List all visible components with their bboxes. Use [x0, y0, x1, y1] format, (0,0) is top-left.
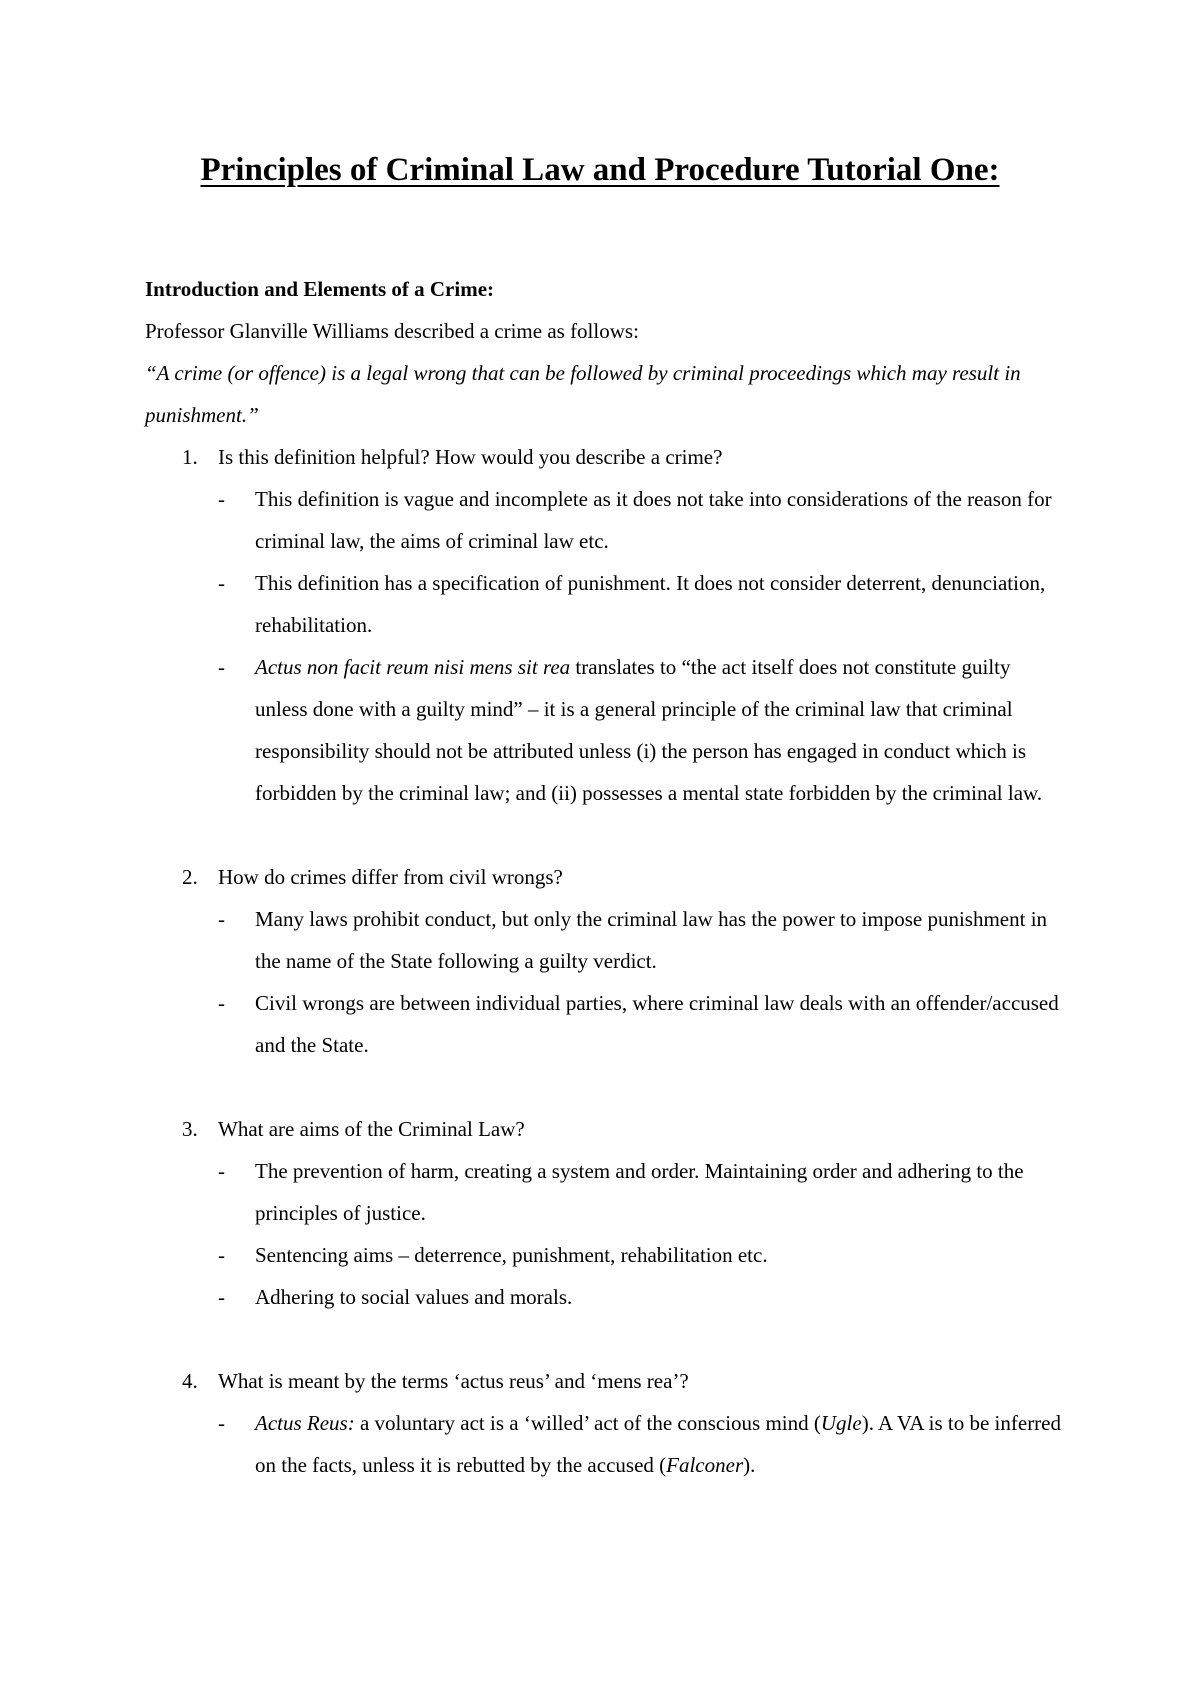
document-title: Principles of Criminal Law and Procedure Tutorial One:	[200, 152, 1000, 188]
answer-item	[145, 1276, 1065, 1318]
answer-item	[145, 562, 1065, 646]
answer-text: Civil wrongs are between individual parties, where criminal law deals with an offender/accused and the State.	[255, 991, 1059, 1057]
answer-item	[145, 1234, 1065, 1276]
question-number: 4.	[182, 1369, 198, 1393]
latin-maxim: Actus non facit reum nisi mens sit rea	[255, 655, 571, 679]
answer-text: This definition is vague and incomplete as it does not take into considerations of the reason for criminal law, the aims of criminal law etc.	[255, 487, 1052, 553]
question-text: What are aims of the Criminal Law?	[218, 1117, 525, 1141]
answer-list	[145, 478, 1065, 814]
section-heading: Introduction and Elements of a Crime:	[145, 277, 495, 301]
dash-bullet: -	[218, 907, 225, 931]
question-line	[145, 1360, 1065, 1402]
question-number: 1.	[182, 445, 198, 469]
answer-text: translates to “the act itself does not constitute guilty unless done with a guilty mind” – it is a general principle of the criminal law that criminal responsibility should not be attributed unless (i) the person has engaged in conduct which is forbidden by the criminal law; and (ii) possesses a mental state forbidden by the criminal law.	[255, 655, 1043, 805]
answer-item	[145, 478, 1065, 562]
definition-quote: “A crime (or offence) is a legal wrong that can be followed by criminal proceedings which may result in punishment.”	[145, 361, 1021, 427]
question-text: Is this definition helpful? How would you describe a crime?	[218, 445, 723, 469]
answer-text: This definition has a specification of punishment. It does not consider deterrent, denunciation, rehabilitation.	[255, 571, 1046, 637]
question-item-4	[145, 1360, 1065, 1486]
answer-item	[145, 646, 1065, 814]
answer-list	[145, 1150, 1065, 1318]
dash-bullet: -	[218, 1411, 225, 1435]
question-line	[145, 1108, 1065, 1150]
answer-item	[145, 1402, 1065, 1486]
question-item-3	[145, 1108, 1065, 1318]
answer-text-end: ).	[743, 1453, 756, 1477]
case-name-falconer: Falconer	[666, 1453, 744, 1477]
answer-text: Many laws prohibit conduct, but only the criminal law has the power to impose punishment in the name of the State following a guilty verdict.	[255, 907, 1048, 973]
answer-text: a voluntary act is a ‘willed’ act of the conscious mind (	[354, 1411, 821, 1435]
dash-bullet: -	[218, 1285, 225, 1309]
term-actus-reus: Actus Reus:	[255, 1411, 355, 1435]
document-body	[145, 268, 1065, 1486]
answer-item	[145, 1150, 1065, 1234]
dash-bullet: -	[218, 991, 225, 1015]
dash-bullet: -	[218, 655, 225, 679]
question-item-1	[145, 436, 1065, 814]
question-text: How do crimes differ from civil wrongs?	[218, 865, 563, 889]
question-number: 3.	[182, 1117, 198, 1141]
question-number: 2.	[182, 865, 198, 889]
answer-text-continued: ). A VA is to be inferred on the facts, unless it is rebutted by the accused (	[255, 1411, 1061, 1477]
question-text: What is meant by the terms ‘actus reus’ and ‘mens rea’?	[218, 1369, 689, 1393]
answer-text: Adhering to social values and morals.	[255, 1285, 573, 1309]
case-name-ugle: Ugle	[820, 1411, 862, 1435]
answer-text: The prevention of harm, creating a system and order. Maintaining order and adhering to the principles of justice.	[255, 1159, 1024, 1225]
dash-bullet: -	[218, 1159, 225, 1183]
question-item-2	[145, 856, 1065, 1066]
answer-list	[145, 1402, 1065, 1486]
question-list	[145, 436, 1065, 1486]
answer-item	[145, 982, 1065, 1066]
intro-paragraph: Professor Glanville Williams described a crime as follows:	[145, 319, 639, 343]
answer-list	[145, 898, 1065, 1066]
answer-item	[145, 898, 1065, 982]
question-line	[145, 436, 1065, 478]
dash-bullet: -	[218, 1243, 225, 1267]
dash-bullet: -	[218, 487, 225, 511]
question-line	[145, 856, 1065, 898]
answer-text: Sentencing aims – deterrence, punishment, rehabilitation etc.	[255, 1243, 768, 1267]
dash-bullet: -	[218, 571, 225, 595]
